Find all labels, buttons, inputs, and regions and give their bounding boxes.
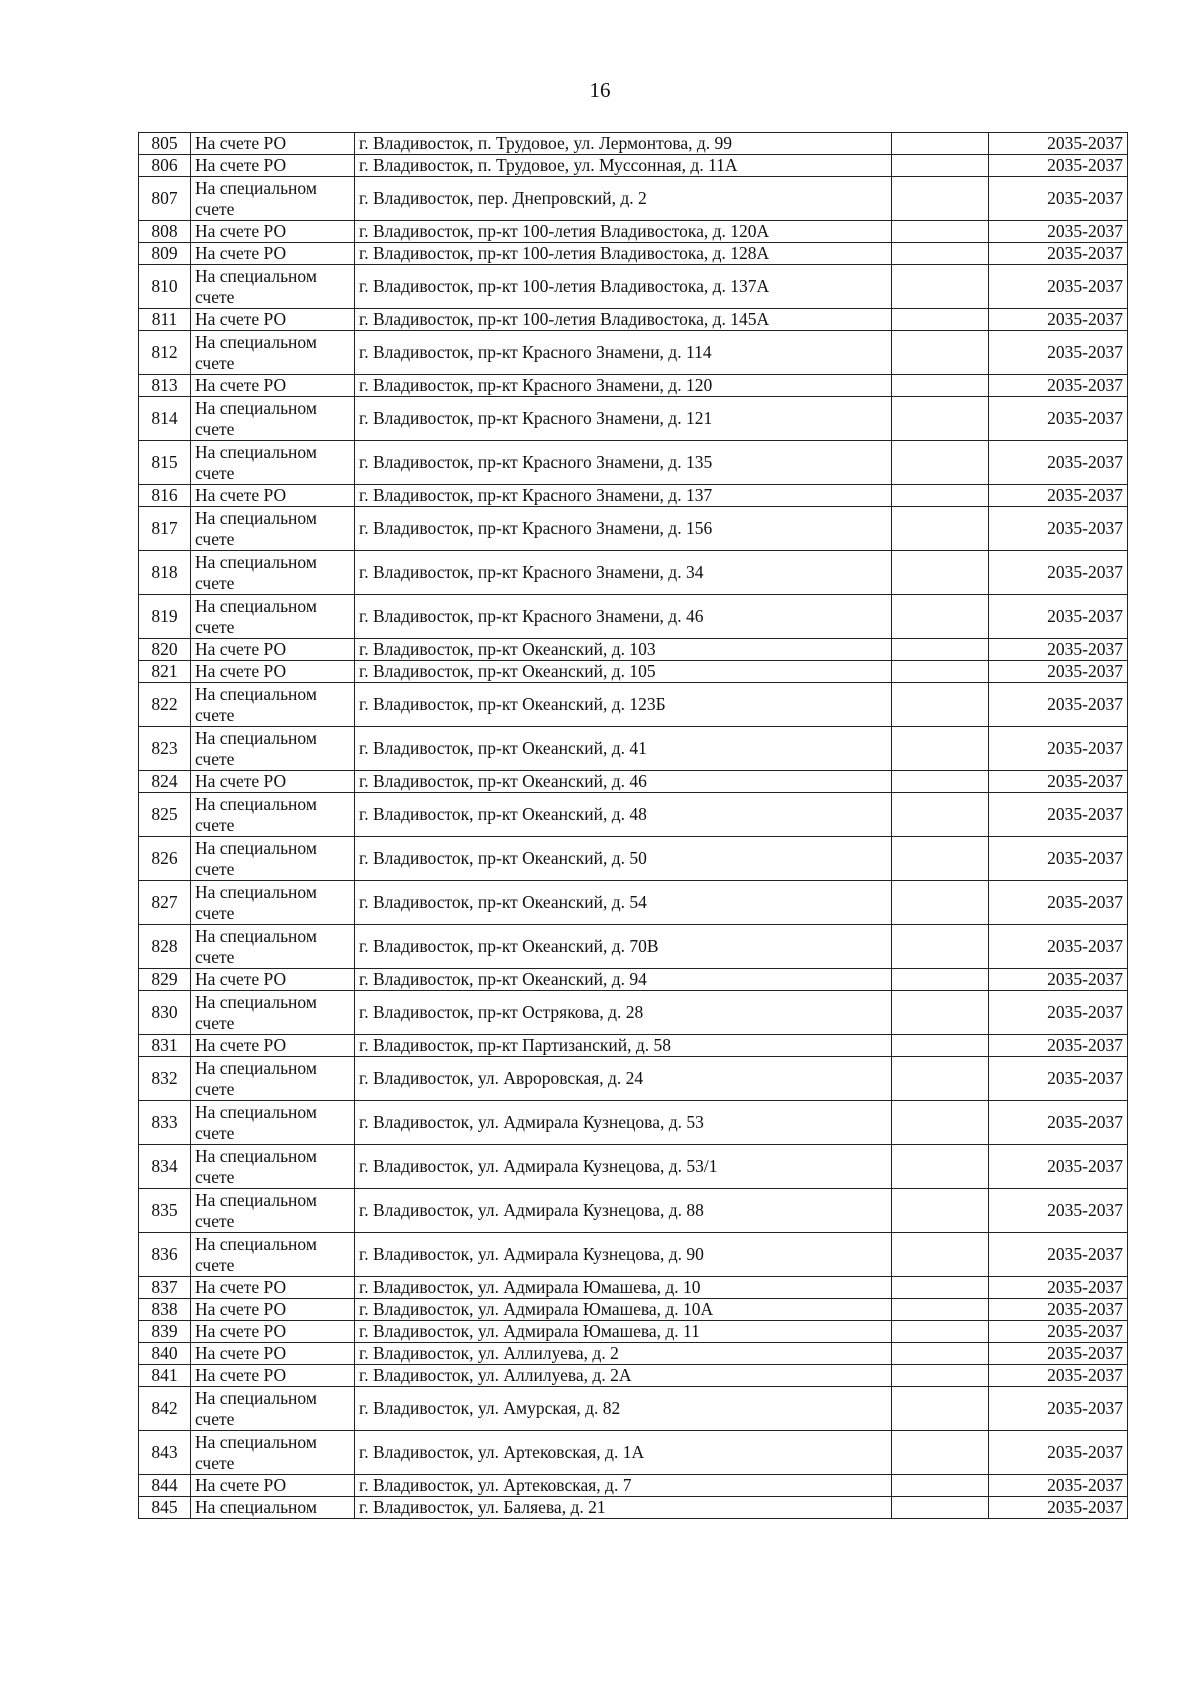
- empty-cell: [892, 243, 989, 265]
- address-cell: г. Владивосток, пр-кт 100-летия Владивостока, д. 145А: [355, 309, 892, 331]
- row-number-cell: 812: [139, 331, 191, 375]
- period-cell: 2035-2037: [989, 661, 1128, 683]
- table-row: [139, 507, 1128, 551]
- table-row: [139, 397, 1128, 441]
- period-cell: 2035-2037: [989, 969, 1128, 991]
- empty-cell: [892, 1497, 989, 1519]
- address-cell: г. Владивосток, пр-кт Океанский, д. 123Б: [355, 683, 892, 727]
- address-cell: г. Владивосток, пр-кт Красного Знамени, д. 156: [355, 507, 892, 551]
- period-cell: 2035-2037: [989, 1343, 1128, 1365]
- table-row: [139, 925, 1128, 969]
- row-number-cell: 811: [139, 309, 191, 331]
- table-row: [139, 969, 1128, 991]
- row-number-cell: 818: [139, 551, 191, 595]
- address-cell: г. Владивосток, пер. Днепровский, д. 2: [355, 177, 892, 221]
- housing-registry-table: [138, 132, 1128, 1519]
- account-type-cell: На специальном счете: [191, 595, 355, 639]
- empty-cell: [892, 837, 989, 881]
- account-type-cell: На специальном счете: [191, 1145, 355, 1189]
- empty-cell: [892, 1387, 989, 1431]
- account-type-cell: На специальном счете: [191, 507, 355, 551]
- empty-cell: [892, 265, 989, 309]
- empty-cell: [892, 331, 989, 375]
- account-type-cell: На специальном счете: [191, 991, 355, 1035]
- row-number-cell: 814: [139, 397, 191, 441]
- registry-body: [139, 133, 1128, 1519]
- row-number-cell: 843: [139, 1431, 191, 1475]
- table-row: [139, 1475, 1128, 1497]
- account-type-cell: На специальном счете: [191, 925, 355, 969]
- row-number-cell: 830: [139, 991, 191, 1035]
- row-number-cell: 827: [139, 881, 191, 925]
- account-type-cell: На специальном: [191, 1497, 355, 1519]
- account-type-cell: На специальном счете: [191, 441, 355, 485]
- table-row: [139, 243, 1128, 265]
- address-cell: г. Владивосток, пр-кт 100-летия Владивостока, д. 137А: [355, 265, 892, 309]
- address-cell: г. Владивосток, пр-кт Океанский, д. 48: [355, 793, 892, 837]
- account-type-cell: На счете РО: [191, 1343, 355, 1365]
- row-number-cell: 836: [139, 1233, 191, 1277]
- table-row: [139, 661, 1128, 683]
- empty-cell: [892, 507, 989, 551]
- row-number-cell: 842: [139, 1387, 191, 1431]
- empty-cell: [892, 727, 989, 771]
- period-cell: 2035-2037: [989, 595, 1128, 639]
- table-row: [139, 309, 1128, 331]
- empty-cell: [892, 1299, 989, 1321]
- period-cell: 2035-2037: [989, 1387, 1128, 1431]
- empty-cell: [892, 1233, 989, 1277]
- empty-cell: [892, 925, 989, 969]
- empty-cell: [892, 485, 989, 507]
- empty-cell: [892, 397, 989, 441]
- row-number-cell: 834: [139, 1145, 191, 1189]
- period-cell: 2035-2037: [989, 837, 1128, 881]
- account-type-cell: На специальном счете: [191, 331, 355, 375]
- account-type-cell: На счете РО: [191, 969, 355, 991]
- period-cell: 2035-2037: [989, 243, 1128, 265]
- account-type-cell: На счете РО: [191, 1299, 355, 1321]
- empty-cell: [892, 1365, 989, 1387]
- empty-cell: [892, 1035, 989, 1057]
- row-number-cell: 810: [139, 265, 191, 309]
- table-row: [139, 221, 1128, 243]
- row-number-cell: 808: [139, 221, 191, 243]
- address-cell: г. Владивосток, пр-кт Красного Знамени, д. 34: [355, 551, 892, 595]
- account-type-cell: На счете РО: [191, 485, 355, 507]
- row-number-cell: 829: [139, 969, 191, 991]
- empty-cell: [892, 991, 989, 1035]
- account-type-cell: На специальном счете: [191, 837, 355, 881]
- account-type-cell: На специальном счете: [191, 177, 355, 221]
- row-number-cell: 819: [139, 595, 191, 639]
- period-cell: 2035-2037: [989, 881, 1128, 925]
- table-row: [139, 793, 1128, 837]
- address-cell: г. Владивосток, пр-кт Красного Знамени, д. 135: [355, 441, 892, 485]
- account-type-cell: На счете РО: [191, 133, 355, 155]
- empty-cell: [892, 595, 989, 639]
- account-type-cell: На счете РО: [191, 1035, 355, 1057]
- table-row: [139, 1277, 1128, 1299]
- period-cell: 2035-2037: [989, 265, 1128, 309]
- table-row: [139, 1035, 1128, 1057]
- table-row: [139, 1431, 1128, 1475]
- row-number-cell: 832: [139, 1057, 191, 1101]
- address-cell: г. Владивосток, пр-кт Океанский, д. 50: [355, 837, 892, 881]
- period-cell: 2035-2037: [989, 1365, 1128, 1387]
- address-cell: г. Владивосток, пр-кт Океанский, д. 105: [355, 661, 892, 683]
- row-number-cell: 828: [139, 925, 191, 969]
- account-type-cell: На счете РО: [191, 221, 355, 243]
- account-type-cell: На специальном счете: [191, 1233, 355, 1277]
- period-cell: 2035-2037: [989, 1101, 1128, 1145]
- empty-cell: [892, 309, 989, 331]
- empty-cell: [892, 1321, 989, 1343]
- account-type-cell: На счете РО: [191, 1475, 355, 1497]
- table-row: [139, 683, 1128, 727]
- period-cell: 2035-2037: [989, 177, 1128, 221]
- table-row: [139, 1145, 1128, 1189]
- account-type-cell: На счете РО: [191, 309, 355, 331]
- empty-cell: [892, 375, 989, 397]
- row-number-cell: 844: [139, 1475, 191, 1497]
- empty-cell: [892, 881, 989, 925]
- period-cell: 2035-2037: [989, 1145, 1128, 1189]
- period-cell: 2035-2037: [989, 1299, 1128, 1321]
- table-row: [139, 133, 1128, 155]
- account-type-cell: На специальном счете: [191, 881, 355, 925]
- table-row: [139, 1189, 1128, 1233]
- table-row: [139, 639, 1128, 661]
- address-cell: г. Владивосток, пр-кт Острякова, д. 28: [355, 991, 892, 1035]
- table-row: [139, 1343, 1128, 1365]
- table-row: [139, 1233, 1128, 1277]
- address-cell: г. Владивосток, пр-кт Океанский, д. 46: [355, 771, 892, 793]
- period-cell: 2035-2037: [989, 639, 1128, 661]
- address-cell: г. Владивосток, пр-кт Океанский, д. 70В: [355, 925, 892, 969]
- account-type-cell: На счете РО: [191, 1365, 355, 1387]
- period-cell: 2035-2037: [989, 133, 1128, 155]
- period-cell: 2035-2037: [989, 331, 1128, 375]
- address-cell: г. Владивосток, ул. Баляева, д. 21: [355, 1497, 892, 1519]
- period-cell: 2035-2037: [989, 441, 1128, 485]
- address-cell: г. Владивосток, пр-кт Океанский, д. 94: [355, 969, 892, 991]
- empty-cell: [892, 1101, 989, 1145]
- row-number-cell: 807: [139, 177, 191, 221]
- account-type-cell: На специальном счете: [191, 1189, 355, 1233]
- account-type-cell: На счете РО: [191, 375, 355, 397]
- account-type-cell: На специальном счете: [191, 727, 355, 771]
- address-cell: г. Владивосток, пр-кт Красного Знамени, д. 137: [355, 485, 892, 507]
- empty-cell: [892, 969, 989, 991]
- account-type-cell: На специальном счете: [191, 793, 355, 837]
- account-type-cell: На счете РО: [191, 1321, 355, 1343]
- row-number-cell: 838: [139, 1299, 191, 1321]
- table-row: [139, 1497, 1128, 1519]
- period-cell: 2035-2037: [989, 309, 1128, 331]
- row-number-cell: 840: [139, 1343, 191, 1365]
- table-row: [139, 155, 1128, 177]
- row-number-cell: 809: [139, 243, 191, 265]
- table-row: [139, 991, 1128, 1035]
- address-cell: г. Владивосток, пр-кт Красного Знамени, д. 120: [355, 375, 892, 397]
- address-cell: г. Владивосток, пр-кт Красного Знамени, д. 114: [355, 331, 892, 375]
- empty-cell: [892, 661, 989, 683]
- table-row: [139, 1321, 1128, 1343]
- table-row: [139, 375, 1128, 397]
- period-cell: 2035-2037: [989, 1233, 1128, 1277]
- period-cell: 2035-2037: [989, 793, 1128, 837]
- row-number-cell: 806: [139, 155, 191, 177]
- period-cell: 2035-2037: [989, 551, 1128, 595]
- address-cell: г. Владивосток, ул. Адмирала Юмашева, д. 10: [355, 1277, 892, 1299]
- table-row: [139, 331, 1128, 375]
- address-cell: г. Владивосток, ул. Адмирала Юмашева, д. 11: [355, 1321, 892, 1343]
- empty-cell: [892, 441, 989, 485]
- table-row: [139, 265, 1128, 309]
- row-number-cell: 841: [139, 1365, 191, 1387]
- address-cell: г. Владивосток, ул. Адмирала Юмашева, д. 10А: [355, 1299, 892, 1321]
- empty-cell: [892, 551, 989, 595]
- account-type-cell: На счете РО: [191, 243, 355, 265]
- address-cell: г. Владивосток, п. Трудовое, ул. Лермонтова, д. 99: [355, 133, 892, 155]
- row-number-cell: 831: [139, 1035, 191, 1057]
- table-row: [139, 1057, 1128, 1101]
- row-number-cell: 825: [139, 793, 191, 837]
- period-cell: 2035-2037: [989, 507, 1128, 551]
- address-cell: г. Владивосток, ул. Адмирала Кузнецова, д. 88: [355, 1189, 892, 1233]
- empty-cell: [892, 639, 989, 661]
- address-cell: г. Владивосток, пр-кт 100-летия Владивостока, д. 120А: [355, 221, 892, 243]
- account-type-cell: На счете РО: [191, 155, 355, 177]
- empty-cell: [892, 155, 989, 177]
- row-number-cell: 820: [139, 639, 191, 661]
- row-number-cell: 821: [139, 661, 191, 683]
- empty-cell: [892, 1057, 989, 1101]
- empty-cell: [892, 1277, 989, 1299]
- account-type-cell: На специальном счете: [191, 1101, 355, 1145]
- period-cell: 2035-2037: [989, 485, 1128, 507]
- account-type-cell: На специальном счете: [191, 683, 355, 727]
- period-cell: 2035-2037: [989, 771, 1128, 793]
- table-row: [139, 595, 1128, 639]
- table-row: [139, 551, 1128, 595]
- address-cell: г. Владивосток, пр-кт Океанский, д. 103: [355, 639, 892, 661]
- empty-cell: [892, 771, 989, 793]
- address-cell: г. Владивосток, ул. Аллилуева, д. 2А: [355, 1365, 892, 1387]
- address-cell: г. Владивосток, пр-кт Океанский, д. 54: [355, 881, 892, 925]
- empty-cell: [892, 683, 989, 727]
- address-cell: г. Владивосток, пр-кт Красного Знамени, д. 121: [355, 397, 892, 441]
- account-type-cell: На специальном счете: [191, 265, 355, 309]
- account-type-cell: На специальном счете: [191, 1057, 355, 1101]
- address-cell: г. Владивосток, ул. Адмирала Кузнецова, д. 53: [355, 1101, 892, 1145]
- row-number-cell: 845: [139, 1497, 191, 1519]
- empty-cell: [892, 133, 989, 155]
- account-type-cell: На специальном счете: [191, 1387, 355, 1431]
- period-cell: 2035-2037: [989, 683, 1128, 727]
- address-cell: г. Владивосток, пр-кт 100-летия Владивостока, д. 128А: [355, 243, 892, 265]
- address-cell: г. Владивосток, п. Трудовое, ул. Муссонная, д. 11А: [355, 155, 892, 177]
- empty-cell: [892, 1343, 989, 1365]
- row-number-cell: 833: [139, 1101, 191, 1145]
- address-cell: г. Владивосток, пр-кт Красного Знамени, д. 46: [355, 595, 892, 639]
- period-cell: 2035-2037: [989, 1497, 1128, 1519]
- row-number-cell: 816: [139, 485, 191, 507]
- row-number-cell: 822: [139, 683, 191, 727]
- period-cell: 2035-2037: [989, 1431, 1128, 1475]
- address-cell: г. Владивосток, пр-кт Партизанский, д. 58: [355, 1035, 892, 1057]
- period-cell: 2035-2037: [989, 1189, 1128, 1233]
- period-cell: 2035-2037: [989, 1321, 1128, 1343]
- period-cell: 2035-2037: [989, 925, 1128, 969]
- period-cell: 2035-2037: [989, 991, 1128, 1035]
- empty-cell: [892, 1145, 989, 1189]
- account-type-cell: На счете РО: [191, 661, 355, 683]
- empty-cell: [892, 1189, 989, 1233]
- table-row: [139, 837, 1128, 881]
- row-number-cell: 824: [139, 771, 191, 793]
- period-cell: 2035-2037: [989, 221, 1128, 243]
- table-row: [139, 1299, 1128, 1321]
- table-row: [139, 441, 1128, 485]
- period-cell: 2035-2037: [989, 1277, 1128, 1299]
- period-cell: 2035-2037: [989, 1035, 1128, 1057]
- row-number-cell: 815: [139, 441, 191, 485]
- address-cell: г. Владивосток, пр-кт Океанский, д. 41: [355, 727, 892, 771]
- address-cell: г. Владивосток, ул. Артековская, д. 7: [355, 1475, 892, 1497]
- row-number-cell: 823: [139, 727, 191, 771]
- row-number-cell: 837: [139, 1277, 191, 1299]
- page-number: 16: [589, 78, 611, 102]
- empty-cell: [892, 793, 989, 837]
- period-cell: 2035-2037: [989, 727, 1128, 771]
- empty-cell: [892, 1431, 989, 1475]
- address-cell: г. Владивосток, ул. Аллилуева, д. 2: [355, 1343, 892, 1365]
- account-type-cell: На счете РО: [191, 1277, 355, 1299]
- period-cell: 2035-2037: [989, 375, 1128, 397]
- table-row: [139, 727, 1128, 771]
- table-row: [139, 177, 1128, 221]
- row-number-cell: 817: [139, 507, 191, 551]
- address-cell: г. Владивосток, ул. Артековская, д. 1А: [355, 1431, 892, 1475]
- account-type-cell: На специальном счете: [191, 397, 355, 441]
- period-cell: 2035-2037: [989, 1057, 1128, 1101]
- address-cell: г. Владивосток, ул. Амурская, д. 82: [355, 1387, 892, 1431]
- table-row: [139, 485, 1128, 507]
- row-number-cell: 813: [139, 375, 191, 397]
- period-cell: 2035-2037: [989, 1475, 1128, 1497]
- period-cell: 2035-2037: [989, 155, 1128, 177]
- account-type-cell: На счете РО: [191, 639, 355, 661]
- row-number-cell: 839: [139, 1321, 191, 1343]
- table-row: [139, 881, 1128, 925]
- account-type-cell: На специальном счете: [191, 1431, 355, 1475]
- period-cell: 2035-2037: [989, 397, 1128, 441]
- empty-cell: [892, 1475, 989, 1497]
- row-number-cell: 805: [139, 133, 191, 155]
- empty-cell: [892, 221, 989, 243]
- account-type-cell: На счете РО: [191, 771, 355, 793]
- table-row: [139, 771, 1128, 793]
- address-cell: г. Владивосток, ул. Адмирала Кузнецова, д. 90: [355, 1233, 892, 1277]
- table-row: [139, 1101, 1128, 1145]
- empty-cell: [892, 177, 989, 221]
- table-row: [139, 1387, 1128, 1431]
- address-cell: г. Владивосток, ул. Авроровская, д. 24: [355, 1057, 892, 1101]
- address-cell: г. Владивосток, ул. Адмирала Кузнецова, д. 53/1: [355, 1145, 892, 1189]
- row-number-cell: 835: [139, 1189, 191, 1233]
- row-number-cell: 826: [139, 837, 191, 881]
- table-row: [139, 1365, 1128, 1387]
- account-type-cell: На специальном счете: [191, 551, 355, 595]
